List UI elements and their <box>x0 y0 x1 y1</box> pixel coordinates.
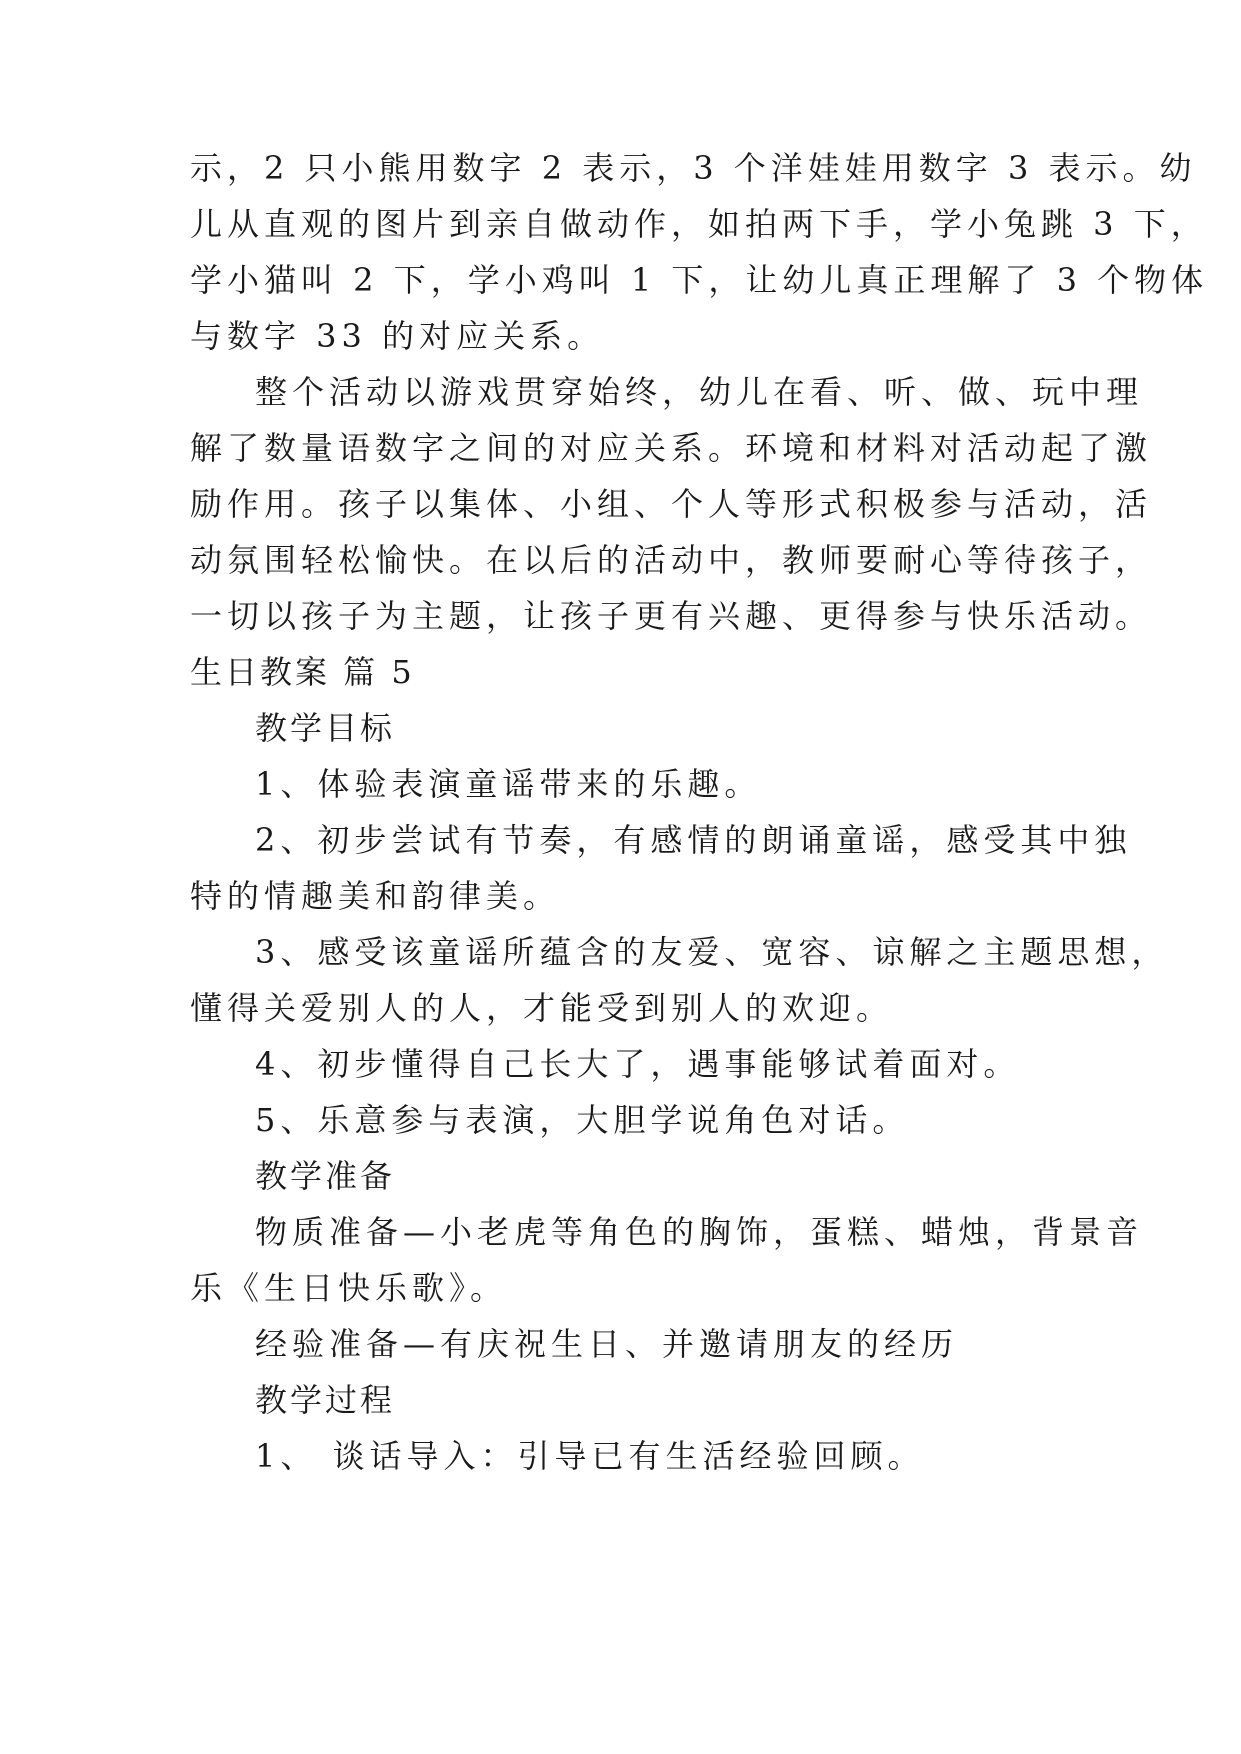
paragraph-line: 解了数量语数字之间的对应关系。环境和材料对活动起了激 <box>190 429 1153 467</box>
preparation-heading: 教学准备 <box>255 1157 396 1195</box>
section-title: 生日教案 篇 5 <box>190 653 415 691</box>
goal-item-2: 2、初步尝试有节奏，有感情的朗诵童谣，感受其中独 <box>255 821 1132 859</box>
process-heading: 教学过程 <box>255 1381 396 1419</box>
goals-heading: 教学目标 <box>255 709 396 747</box>
paragraph-line: 与数字 33 的对应关系。 <box>190 317 605 355</box>
paragraph-line: 儿从直观的图片到亲自做动作，如拍两下手，学小兔跳 3 下， <box>190 205 1208 243</box>
paragraph-line: 动氛围轻松愉快。在以后的活动中，教师要耐心等待孩子， <box>190 541 1153 579</box>
material-preparation-cont: 乐《生日快乐歌》。 <box>190 1269 508 1307</box>
goal-item-3: 3、感受该童谣所蕴含的友爱、宽容、谅解之主题思想， <box>255 933 1169 971</box>
goal-item-5: 5、乐意参与表演，大胆学说角色对话。 <box>255 1101 910 1139</box>
goal-item-1: 1、体验表演童谣带来的乐趣。 <box>255 765 762 803</box>
goal-item-4: 4、初步懂得自己长大了，遇事能够试着面对。 <box>255 1045 1021 1083</box>
process-step-1: 1、 谈话导入：引导已有生活经验回顾。 <box>255 1437 925 1475</box>
goal-item-3-cont: 懂得关爱别人的人，才能受到别人的欢迎。 <box>190 989 894 1027</box>
paragraph-line: 整个活动以游戏贯穿始终，幼儿在看、听、做、玩中理 <box>255 373 1144 411</box>
experience-preparation: 经验准备—有庆祝生日、并邀请朋友的经历 <box>255 1325 959 1363</box>
paragraph-line: 学小猫叫 2 下，学小鸡叫 1 下，让幼儿真正理解了 3 个物体 <box>190 261 1209 299</box>
goal-item-2-cont: 特的情趣美和韵律美。 <box>190 877 561 915</box>
paragraph-line: 一切以孩子为主题，让孩子更有兴趣、更得参与快乐活动。 <box>190 597 1153 635</box>
paragraph-line: 示，2 只小熊用数字 2 表示，3 个洋娃娃用数字 3 表示。幼 <box>190 149 1197 187</box>
paragraph-line: 励作用。孩子以集体、小组、个人等形式积极参与活动，活 <box>190 485 1153 523</box>
material-preparation: 物质准备—小老虎等角色的胸饰，蛋糕、蜡烛，背景音 <box>255 1213 1144 1251</box>
